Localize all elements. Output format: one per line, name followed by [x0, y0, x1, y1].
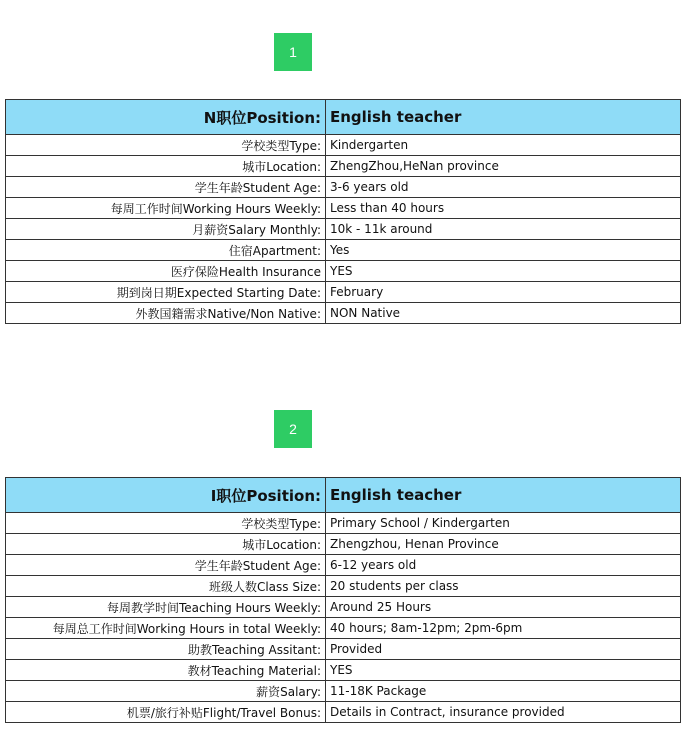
- row-label: 外教国籍需求Native/Non Native:: [6, 303, 326, 324]
- row-label: 学生年龄Student Age:: [6, 555, 326, 576]
- row-value: Around 25 Hours: [326, 597, 681, 618]
- row-value: Zhengzhou, Henan Province: [326, 534, 681, 555]
- table-row: [6, 534, 681, 555]
- table-header-row: [6, 478, 681, 513]
- row-label: 城市Location:: [6, 534, 326, 555]
- table-row: [6, 597, 681, 618]
- row-label: 期到岗日期Expected Starting Date:: [6, 282, 326, 303]
- row-value: February: [326, 282, 681, 303]
- table-row: [6, 513, 681, 534]
- row-label: 助教Teaching Assitant:: [6, 639, 326, 660]
- row-value: 40 hours; 8am-12pm; 2pm-6pm: [326, 618, 681, 639]
- row-value: Less than 40 hours: [326, 198, 681, 219]
- row-label: 学校类型Type:: [6, 135, 326, 156]
- row-value: YES: [326, 660, 681, 681]
- table-row: [6, 177, 681, 198]
- row-label: 班级人数Class Size:: [6, 576, 326, 597]
- job-listing-table: [5, 477, 681, 723]
- table-row: [6, 219, 681, 240]
- table-row: [6, 702, 681, 723]
- row-value: 10k - 11k around: [326, 219, 681, 240]
- row-value: 3-6 years old: [326, 177, 681, 198]
- table-row: [6, 156, 681, 177]
- job-listing-table: [5, 99, 681, 324]
- table-row: [6, 681, 681, 702]
- row-label: 学校类型Type:: [6, 513, 326, 534]
- listing-number-badge: 2: [274, 410, 312, 448]
- table-row: [6, 555, 681, 576]
- table-row: [6, 198, 681, 219]
- row-value: 20 students per class: [326, 576, 681, 597]
- listing-number-badge: 1: [274, 33, 312, 71]
- table-row: [6, 282, 681, 303]
- row-label: 月薪资Salary Monthly:: [6, 219, 326, 240]
- table-row: [6, 135, 681, 156]
- row-label: 每周教学时间Teaching Hours Weekly:: [6, 597, 326, 618]
- row-value: Primary School / Kindergarten: [326, 513, 681, 534]
- position-label: N职位Position:: [6, 100, 326, 135]
- row-label: 每周工作时间Working Hours Weekly:: [6, 198, 326, 219]
- table-row: [6, 261, 681, 282]
- row-label: 机票/旅行补贴Flight/Travel Bonus:: [6, 702, 326, 723]
- row-value: Provided: [326, 639, 681, 660]
- table-row: [6, 303, 681, 324]
- row-label: 每周总工作时间Working Hours in total Weekly:: [6, 618, 326, 639]
- row-value: Details in Contract, insurance provided: [326, 702, 681, 723]
- row-value: ZhengZhou,HeNan province: [326, 156, 681, 177]
- table-row: [6, 639, 681, 660]
- table-row: [6, 660, 681, 681]
- row-value: 6-12 years old: [326, 555, 681, 576]
- row-label: 教材Teaching Material:: [6, 660, 326, 681]
- position-value: English teacher: [326, 478, 681, 513]
- row-value: NON Native: [326, 303, 681, 324]
- table-row: [6, 618, 681, 639]
- position-label: I职位Position:: [6, 478, 326, 513]
- row-value: Kindergarten: [326, 135, 681, 156]
- table-header-row: [6, 100, 681, 135]
- row-value: Yes: [326, 240, 681, 261]
- row-label: 学生年龄Student Age:: [6, 177, 326, 198]
- row-label: 医疗保险Health Insurance: [6, 261, 326, 282]
- table-row: [6, 240, 681, 261]
- position-value: English teacher: [326, 100, 681, 135]
- row-label: 住宿Apartment:: [6, 240, 326, 261]
- row-value: YES: [326, 261, 681, 282]
- row-label: 城市Location:: [6, 156, 326, 177]
- row-value: 11-18K Package: [326, 681, 681, 702]
- row-label: 薪资Salary:: [6, 681, 326, 702]
- table-row: [6, 576, 681, 597]
